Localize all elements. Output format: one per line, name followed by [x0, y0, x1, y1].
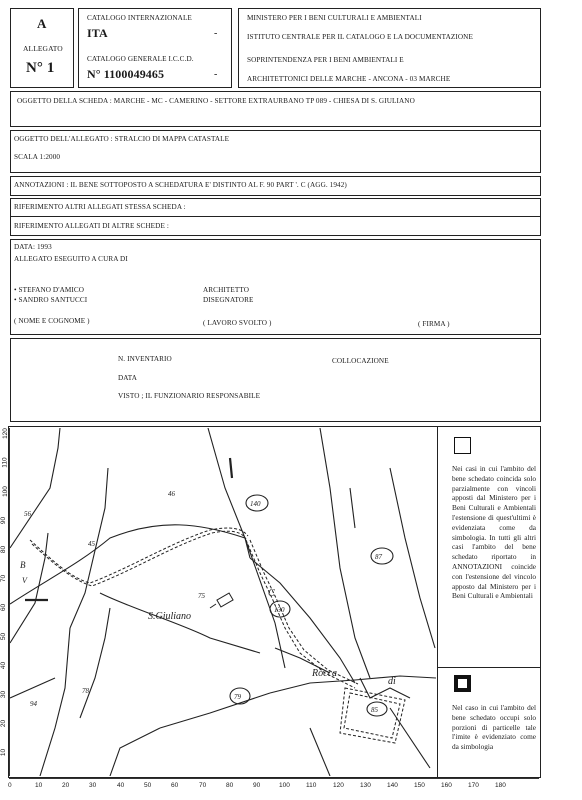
ruler-bottom-150: 150: [414, 782, 425, 789]
label-rocca: Rocca: [312, 668, 337, 679]
parcel-130: 130: [274, 606, 285, 614]
person-role-2: DISEGNATORE: [203, 296, 254, 304]
oggetto-allegato: OGGETTO DELL'ALLEGATO : STRALCIO DI MAPPA CATASTALE: [14, 135, 230, 143]
riferimento-divider: [10, 216, 541, 217]
parcel-75: 75: [198, 592, 205, 600]
data-2: DATA: [118, 374, 137, 382]
ruler-left-20: 20: [0, 719, 8, 728]
ruler-left-90: 90: [0, 516, 8, 525]
inventario-box: [10, 338, 541, 422]
ruler-bottom-20: 20: [62, 782, 70, 789]
allegato-number: N° 1: [26, 60, 55, 76]
data: DATA: 1993: [14, 243, 52, 251]
left-ruler-line: [9, 428, 11, 776]
parcel-140: 140: [250, 500, 261, 508]
ruler-bottom-110: 110: [306, 782, 317, 789]
person-role-1: ARCHITETTO: [203, 286, 249, 294]
parcel-46: 46: [168, 490, 175, 498]
eseguito: ALLEGATO ESEGUITO A CURA DI: [14, 255, 128, 263]
visto: VISTO ; IL FUNZIONARIO RESPONSABILE: [118, 392, 261, 400]
firma-label: ( FIRMA ): [418, 320, 450, 328]
parcel-78: 78: [82, 687, 89, 695]
label-c: C: [268, 588, 275, 599]
annotazioni: ANNOTAZIONI : IL BENE SOTTOPOSTO A SCHEDATURA E' DISTINTO AL F. 90 PART '. C (AGG. 1942): [14, 181, 347, 189]
parcel-v: V: [22, 576, 27, 585]
ruler-bottom-100: 100: [279, 782, 290, 789]
ruler-left-40: 40: [0, 661, 8, 670]
rif-stessa: RIFERIMENTO ALTRI ALLEGATI STESSA SCHEDA :: [14, 203, 186, 211]
ruler-left-120: 120: [1, 428, 9, 439]
ruler-left-10: 10: [0, 748, 8, 757]
ruler-bottom-40: 40: [117, 782, 125, 789]
cat-gen-label: CATALOGO GENERALE I.C.C.D.: [87, 55, 194, 63]
soprintendenza-1: SOPRINTENDENZA PER I BENI AMBIENTALI E: [247, 56, 404, 64]
cat-int-value: ITA: [87, 26, 108, 40]
cat-int-label: CATALOGO INTERNAZIONALE: [87, 14, 192, 22]
person-name-2: • SANDRO SANTUCCI: [14, 296, 88, 304]
ruler-left-110: 110: [1, 457, 9, 468]
nome-label: ( NOME E COGNOME ): [14, 317, 90, 325]
lavoro-label: ( LAVORO SVOLTO ): [203, 319, 272, 327]
parcel-45: 45: [88, 540, 95, 548]
ruler-bottom-30: 30: [89, 782, 97, 789]
ruler-left-30: 30: [0, 690, 8, 699]
label-sgiuliano: S.Giuliano: [148, 611, 192, 622]
person-name-1: • STEFANO D'AMICO: [14, 286, 85, 294]
dash-1: -: [214, 28, 218, 39]
ruler-bottom-70: 70: [199, 782, 207, 789]
bottom-ruler-line: [9, 778, 539, 779]
notes-separator: [437, 667, 541, 668]
parcel-56: 56: [24, 510, 31, 518]
soprintendenza-2: ARCHITETTONICI DELLE MARCHE - ANCONA - 03 MARCHE: [247, 75, 451, 83]
parcel-b: B: [20, 560, 26, 570]
ruler-bottom-10: 10: [35, 782, 43, 789]
ruler-bottom-170: 170: [468, 782, 479, 789]
ruler-bottom-0: 0: [8, 782, 12, 789]
ruler-bottom-160: 160: [441, 782, 452, 789]
ruler-bottom-130: 130: [360, 782, 371, 789]
note-2: Nel caso in cui l'ambito del bene schedato occupi solo porzioni di particelle tale l'imite è evidenziato come da simbologia: [452, 703, 536, 752]
ruler-left-80: 80: [0, 545, 8, 554]
ruler-bottom-180: 180: [495, 782, 506, 789]
rif-altre: RIFERIMENTO ALLEGATI DI ALTRE SCHEDE :: [14, 222, 169, 230]
note-1: Nei casi in cui l'ambito del bene schedato coincida solo parzialmente con vincoli apposti dal Ministero per i Beni Culturali e Ambientali l'estensione di quest'ultimi è evidenziata come da simbologia. In tutti gli altri casi l'ambito del bene schedato riportato in ANNOTAZIONI coincide con l'estensione del vincolo apposto dal Ministero per i Beni Culturali e Ambientali: [452, 464, 536, 601]
ruler-bottom-140: 140: [387, 782, 398, 789]
istituto: ISTITUTO CENTRALE PER IL CATALOGO E LA DOCUMENTAZIONE: [247, 33, 473, 41]
scala: SCALA 1:2000: [14, 153, 61, 161]
ruler-bottom-50: 50: [144, 782, 152, 789]
parcel-79: 79: [234, 693, 241, 701]
label-di: di: [388, 676, 396, 687]
cadastral-map: [10, 428, 436, 776]
ruler-left-70: 70: [0, 574, 8, 583]
parcel-87: 87: [375, 553, 382, 561]
notes-divider: [437, 426, 438, 778]
allegato-letter: A: [37, 16, 47, 31]
parcel-85: 85: [371, 706, 378, 714]
ruler-bottom-80: 80: [226, 782, 234, 789]
legend-filled-square-icon: [454, 675, 471, 692]
inventario: N. INVENTARIO: [118, 355, 172, 363]
collocazione: COLLOCAZIONE: [332, 357, 389, 365]
dash-2: -: [214, 69, 218, 80]
parcel-94: 94: [30, 700, 37, 708]
ruler-left-60: 60: [0, 603, 8, 612]
ruler-bottom-90: 90: [253, 782, 261, 789]
ruler-left-100: 100: [1, 486, 9, 497]
oggetto-scheda: OGGETTO DELLA SCHEDA : MARCHE - MC - CAMERINO - SETTORE EXTRAURBANO TP 089 - CHIESA DI S. GIULIANO: [17, 97, 415, 105]
ruler-bottom-120: 120: [333, 782, 344, 789]
ruler-left-50: 50: [0, 632, 8, 641]
ministero: MINISTERO PER I BENI CULTURALI E AMBIENTALI: [247, 14, 422, 22]
ruler-bottom-60: 60: [171, 782, 179, 789]
legend-empty-square-icon: [454, 437, 471, 454]
cat-gen-value: N° 1100049465: [87, 67, 165, 81]
allegato-label: ALLEGATO: [23, 44, 63, 53]
